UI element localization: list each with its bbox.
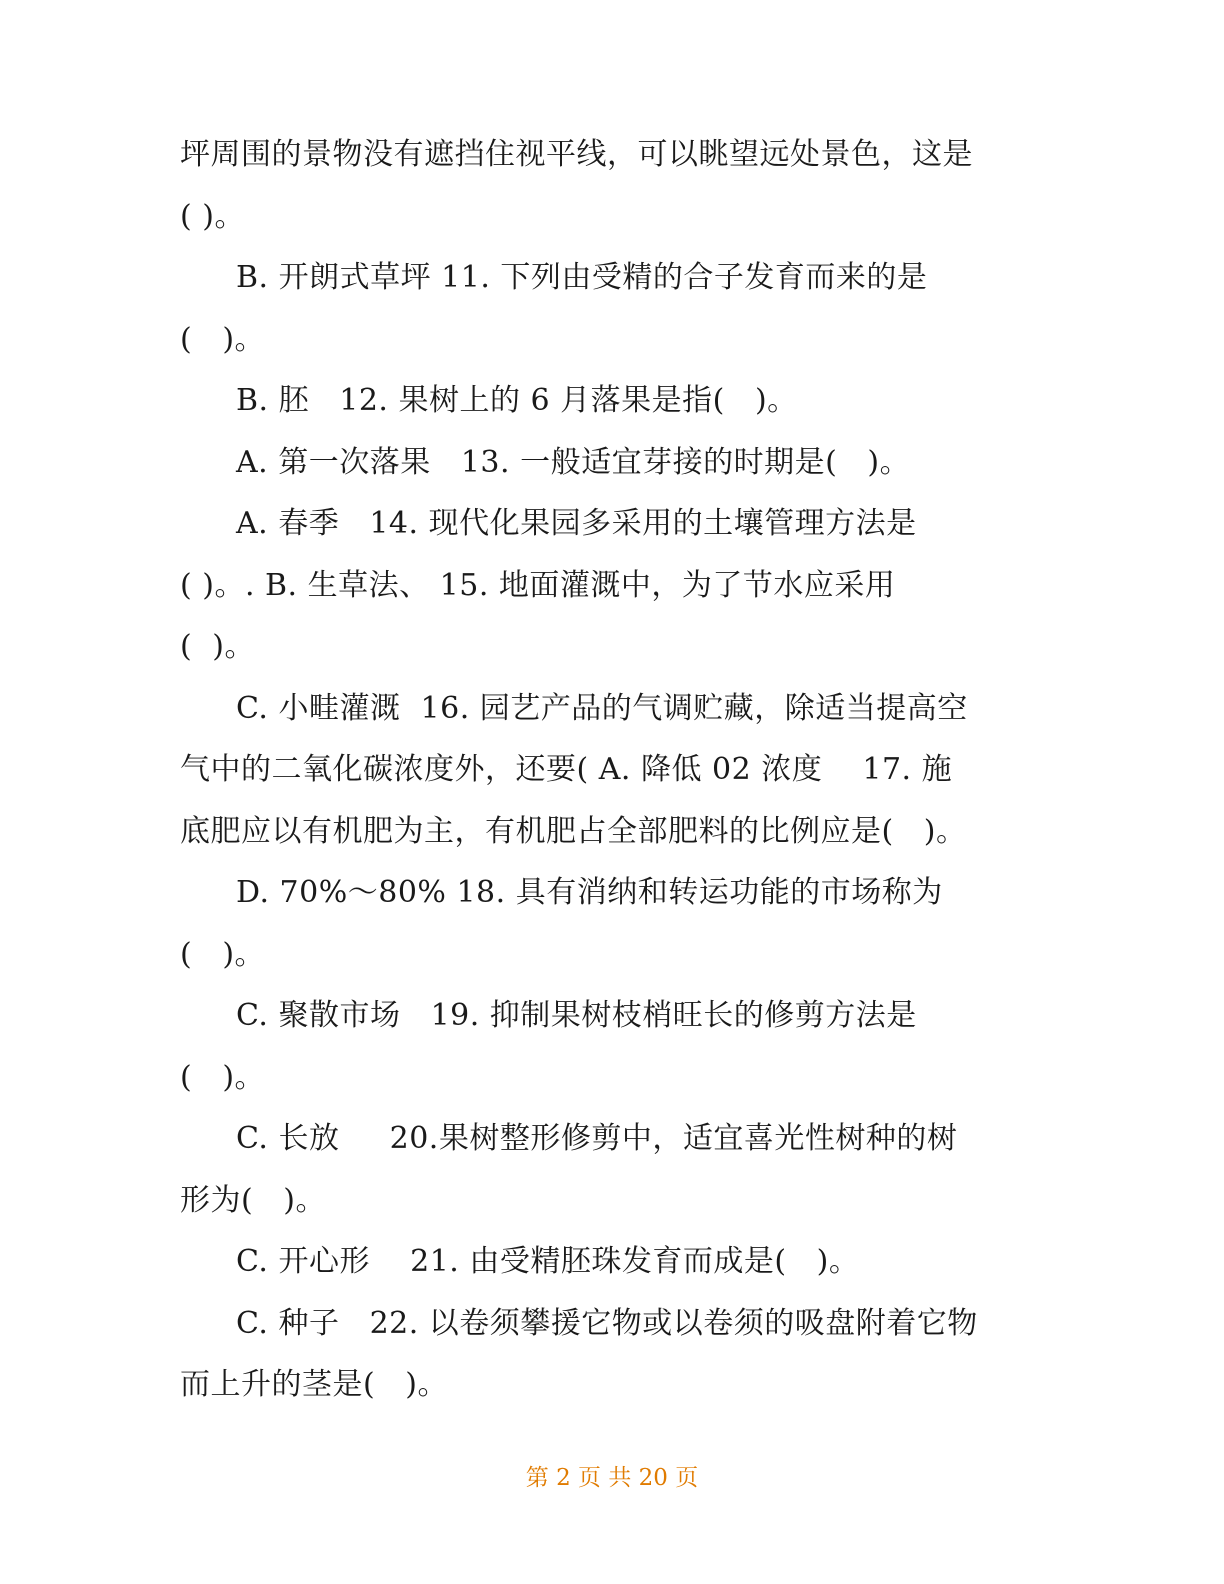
text-line-21: 而上升的茎是( )。 xyxy=(180,1367,449,1402)
text-line-20: C. 种子 22. 以卷须攀援它物或以卷须的吸盘附着它物 xyxy=(236,1306,978,1341)
text-line-16: ( )。 xyxy=(180,1060,266,1095)
text-line-2: ( )。 xyxy=(180,199,245,234)
text-line-4: ( )。 xyxy=(180,322,266,357)
text-line-9: ( )。 xyxy=(180,629,255,664)
text-line-18: 形为( )。 xyxy=(180,1183,327,1218)
text-line-7: A. 春季 14. 现代化果园多采用的土壤管理方法是 xyxy=(236,506,917,541)
text-line-13: D. 70%～80% 18. 具有消纳和转运功能的市场称为 xyxy=(236,875,943,910)
text-line-8: ( )。. B. 生草法、 15. 地面灌溉中，为了节水应采用 xyxy=(180,568,896,603)
text-line-10: C. 小畦灌溉 16. 园艺产品的气调贮藏，除适当提高空 xyxy=(236,691,968,726)
text-line-17: C. 长放 20.果树整形修剪中，适宜喜光性树种的树 xyxy=(236,1121,958,1156)
text-line-14: ( )。 xyxy=(180,937,266,972)
text-line-15: C. 聚散市场 19. 抑制果树枝梢旺长的修剪方法是 xyxy=(236,998,917,1033)
text-line-3: B. 开朗式草坪 11. 下列由受精的合子发育而来的是 xyxy=(236,260,928,295)
text-line-11: 气中的二氧化碳浓度外，还要( A. 降低 02 浓度 17. 施 xyxy=(180,752,953,787)
page-number-footer: 第 2 页 共 20 页 xyxy=(525,1465,699,1491)
text-line-6: A. 第一次落果 13. 一般适宜芽接的时期是( )。 xyxy=(236,445,911,480)
text-line-12: 底肥应以有机肥为主，有机肥占全部肥料的比例应是( )。 xyxy=(180,814,967,849)
text-line-5: B. 胚 12. 果树上的 6 月落果是指( )。 xyxy=(236,383,798,418)
text-line-1: 坪周围的景物没有遮挡住视平线，可以眺望远处景色，这是 xyxy=(180,137,973,172)
text-line-19: C. 开心形 21. 由受精胚珠发育而成是( )。 xyxy=(236,1244,860,1279)
